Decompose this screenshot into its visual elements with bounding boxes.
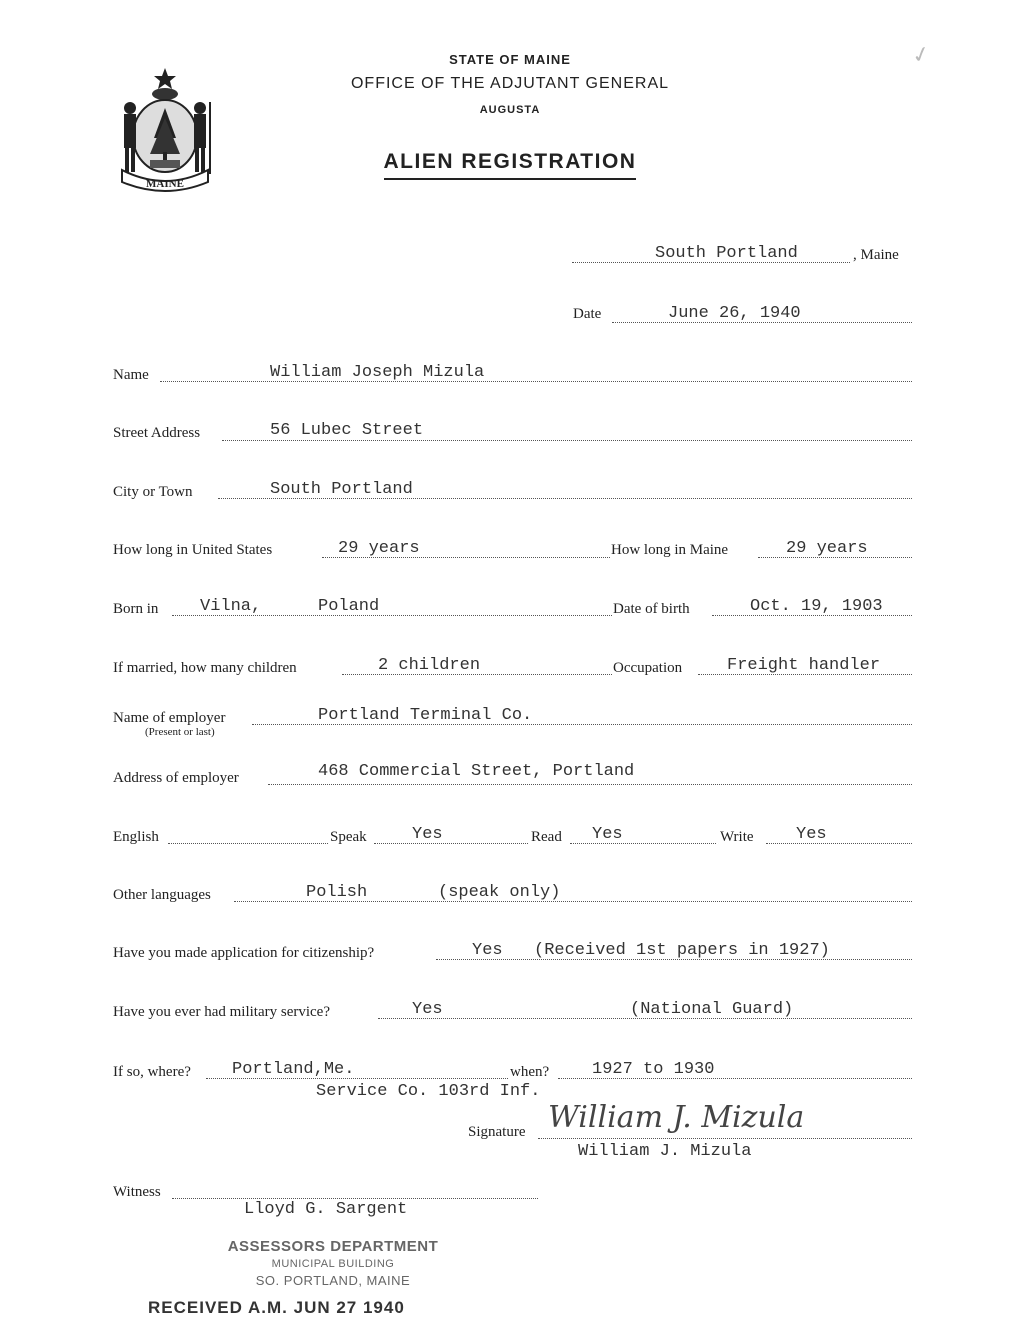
us-duration-label: How long in United States: [113, 542, 273, 558]
employer-address-value: 468 Commercial Street, Portland: [318, 762, 635, 781]
service-unit-value: Service Co. 103rd Inf.: [316, 1082, 541, 1101]
typed-signature: William J. Mizula: [578, 1142, 752, 1161]
citizenship-label: Have you made application for citizenship?: [113, 945, 375, 961]
maine-duration-label: How long in Maine: [611, 542, 729, 558]
check-mark-icon: ✓: [908, 40, 934, 69]
maine-duration-value: 29 years: [786, 539, 868, 558]
military-value: Yes: [412, 1000, 443, 1019]
military-note: (National Guard): [630, 1000, 794, 1019]
read-label: Read: [531, 829, 562, 845]
speak-label: Speak: [330, 829, 367, 845]
english-label: English: [113, 829, 159, 845]
citizenship-value: Yes: [472, 941, 503, 960]
dob-label: Date of birth: [613, 601, 690, 617]
military-label: Have you ever had military service?: [113, 1004, 330, 1020]
city-value: South Portland: [270, 480, 413, 499]
other-languages-value: Polish: [306, 883, 368, 902]
office-heading: OFFICE OF THE ADJUTANT GENERAL: [350, 75, 670, 92]
employer-label: Name of employer: [113, 710, 226, 726]
witness-label: Witness: [113, 1184, 161, 1200]
occupation-value: Freight handler: [727, 656, 881, 675]
when-value: 1927 to 1930: [592, 1060, 715, 1079]
read-value: Yes: [592, 825, 623, 844]
place-suffix: , Maine: [853, 247, 899, 263]
where-label: If so, where?: [113, 1064, 191, 1080]
name-value: William Joseph Mizula: [270, 363, 485, 382]
where-value: Portland,Me.: [232, 1060, 355, 1079]
dob-value: Oct. 19, 1903: [750, 597, 883, 616]
city-label: City or Town: [113, 484, 193, 500]
born-country-value: Poland: [318, 597, 380, 616]
stamp-address: SO. PORTLAND, MAINE: [255, 1273, 411, 1288]
when-label: when?: [510, 1064, 550, 1080]
street-value: 56 Lubec Street: [270, 421, 424, 440]
employer-subnote: (Present or last): [145, 726, 215, 738]
us-duration-value: 29 years: [338, 539, 420, 558]
date-value: June 26, 1940: [668, 304, 801, 323]
stamp-building: MUNICIPAL BUILDING: [271, 1258, 395, 1270]
witness-value: Lloyd G. Sargent: [244, 1200, 408, 1219]
other-languages-note: (speak only): [438, 883, 561, 902]
children-label: If married, how many children: [113, 660, 297, 676]
speak-value: Yes: [412, 825, 443, 844]
born-label: Born in: [113, 601, 159, 617]
employer-address-label: Address of employer: [113, 770, 239, 786]
city-heading: AUGUSTA: [479, 104, 541, 116]
other-languages-label: Other languages: [113, 887, 211, 903]
signature-label: Signature: [468, 1124, 526, 1140]
occupation-label: Occupation: [613, 660, 683, 676]
born-city-value: Vilna,: [200, 597, 262, 616]
write-value: Yes: [796, 825, 827, 844]
employer-value: Portland Terminal Co.: [318, 706, 533, 725]
form-title: ALIEN REGISTRATION: [300, 150, 720, 174]
citizenship-note: (Received 1st papers in 1927): [534, 941, 830, 960]
svg-text:MAINE: MAINE: [146, 178, 184, 190]
children-value: 2 children: [378, 656, 481, 675]
stamp-department: ASSESSORS DEPARTMENT: [227, 1238, 439, 1255]
state-heading: STATE OF MAINE: [449, 52, 571, 67]
handwritten-signature: William J. Mizula: [548, 1100, 805, 1135]
date-label: Date: [573, 306, 602, 322]
name-label: Name: [113, 367, 149, 383]
received-stamp: RECEIVED A.M. JUN 27 1940: [148, 1298, 405, 1317]
place-value: South Portland: [655, 244, 798, 263]
state-seal-icon: [112, 66, 218, 194]
street-label: Street Address: [113, 425, 201, 441]
write-label: Write: [720, 829, 754, 845]
